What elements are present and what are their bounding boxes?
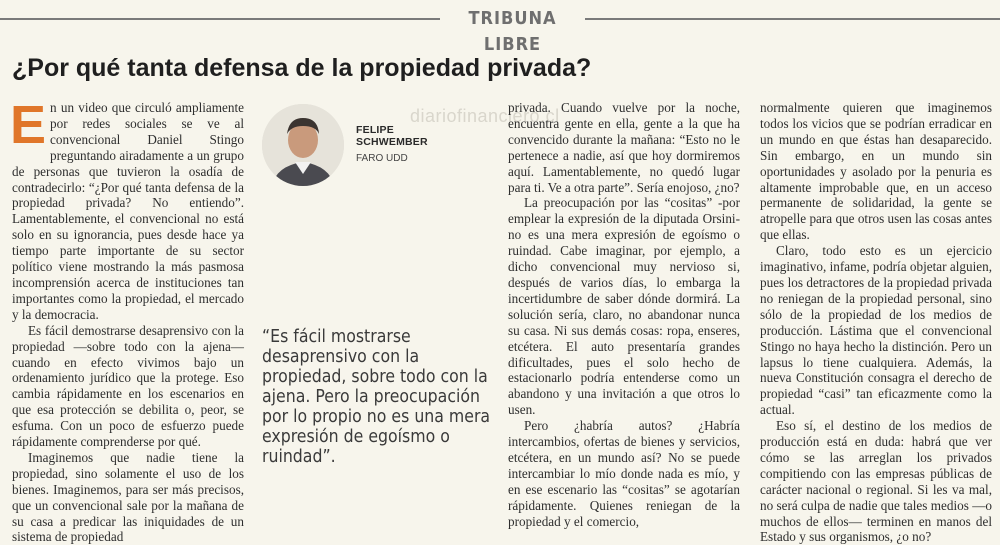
article-column-3: [508, 100, 740, 529]
paragraph: En un video que circuló ampliamente por redes sociales se ve al convencional Daniel Stingo preguntando airadamente a un grupo de personas que tuvieron la osadía de contradecirlo: “¿Por qué tanta defensa de la propiedad privada? No entiendo”. Lamentablemente, el convencional no está solo en su ignorancia, pues desde hace ya tiempo parte importante de su sector político viene mostrando la más pasmosa incomprensión acerca de instituciones tan importantes como la propiedad, el mercado y la democracia.: [10, 95, 244, 322]
section-rule-left: [0, 18, 440, 20]
author-portrait-icon: [262, 104, 344, 186]
paragraph: Imaginemos que nadie tiene la propiedad, sino solamente el uso de los bienes. Imaginemos, para ser más precisos, que un convencional sale por la mañana de su casa a predicar las iniquidades de un sistema de propiedad: [12, 449, 244, 545]
watermark: diariofinanciero.cl: [410, 106, 560, 126]
paragraph: Pero ¿habría autos? ¿Habría intercambios, ofertas de bienes y servicios, etcétera, en un mundo así? No se puede intercambiar lo mío donde nada es mío, y en ese escenario las “cositas” se agotarían rápidamente. Quienes reniegan de la propiedad y el comercio,: [508, 418, 740, 529]
paragraph: Claro, todo esto es un ejercicio imaginativo, infame, podría objetar alguien, pues los detractores de la propiedad privada no reniegan de la propiedad personal, sino sólo de la propiedad de los medios de producción. Lástima que el convencional Stingo no haya hecho la distinción. Pero un lapsus lo tiene cualquiera. Además, la nueva Constitución consagra el derecho de propiedad “casi” tan eficazmente como la actual.: [760, 243, 992, 418]
paragraph: La preocupación por las “cositas” -por emplear la expresión de la diputada Orsini- no es una mera expresión de egoísmo o ruindad. Cabe imaginar, por ejemplo, a dicho convencional muy nervioso si, después de varios días, lo embarga la incertidumbre de saber dónde dormirá. La solución sería, claro, no abandonar nunca su casa. Ni sus demás cosas: ropa, enseres, etcétera. El auto presentaría grandes dificultades, pues el solo hecho de estacionarlo podría entenderse como un abandono y una invitación a que otros lo usen.: [508, 195, 740, 418]
article-column-4: [760, 100, 992, 545]
author-photo: [262, 104, 344, 186]
author-name: FELIPE SCHWEMBER: [356, 124, 428, 148]
paragraph: privada. Cuando vuelve por la noche, encuentra gente en ella, gente a la que ha convencido durante la mañana: “Esto no le pertenece a nadie, así que hoy dormiremos aquí. Lamentablemente, no quedó lugar para ti. Ve a otra parte”. Sería enojoso, ¿no?: [508, 100, 740, 195]
paragraph: Es fácil demostrarse desaprensivo con la propiedad —sobre todo con la ajena— cuando en efecto vivimos bajo un ordenamiento jurídico que la protege. Eso cambia rápidamente en los escenarios en que esa protección se debilita o, peor, se esfuma. Con un poco de esfuerzo puede rápidamente comprenderse por qué.: [12, 322, 244, 450]
pull-quote: “Es fácil mostrarse desaprensivo con la propiedad, sobre todo con la ajena. Pero la preocupación por lo propio no es una mera expresión de egoísmo o ruindad”.: [262, 327, 491, 467]
author-organization: FARO UDD: [356, 153, 408, 164]
section-rule-right: [585, 18, 1000, 20]
section-label: TRIBUNA LIBRE: [468, 8, 557, 55]
paragraph: Eso sí, el destino de los medios de producción está en duda: habrá que ver cómo se las arreglan los privados compitiendo con las empresas públicas de carácter nacional o regional. Si les va mal, no será culpa de nadie que tales medios —o muchos de ellos— terminen en manos del Estado y sus organismos, ¿o no?: [760, 418, 992, 545]
drop-cap: E: [10, 95, 47, 155]
headline: ¿Por qué tanta defensa de la propiedad privada?: [12, 54, 592, 82]
article-column-1: [10, 95, 244, 545]
paragraph: normalmente quieren que imaginemos todos los vicios que se podrían erradicar en un mundo en que éstas han desaparecido. Sin embargo, en un mundo sin oportunidades y asolado por la penuria es altamente improbable que, en un acceso permanente de solidaridad, la gente se atropelle para que otros usen las cosas antes que ellas.: [760, 100, 992, 243]
